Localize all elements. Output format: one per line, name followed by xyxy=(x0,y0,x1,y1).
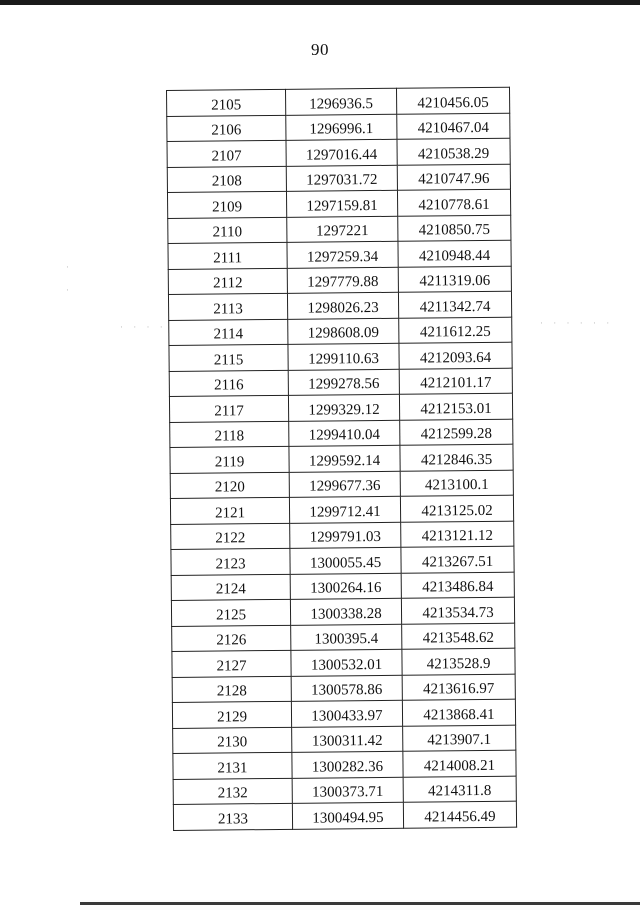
table-row xyxy=(167,138,510,167)
x-coordinate-cell: 1300264.16 xyxy=(290,573,401,600)
x-coordinate-cell: 1298608.09 xyxy=(288,318,399,345)
scan-top-edge xyxy=(0,0,640,5)
y-coordinate-cell: 4214008.21 xyxy=(403,750,516,777)
x-coordinate-cell: 1299278.56 xyxy=(288,369,399,396)
x-coordinate-cell: 1299110.63 xyxy=(288,343,399,370)
x-coordinate-cell: 1299677.36 xyxy=(289,471,400,498)
y-coordinate-cell: 4212153.01 xyxy=(399,393,512,420)
y-coordinate-cell: 4213907.1 xyxy=(403,725,516,752)
point-number-cell: 2123 xyxy=(171,548,290,575)
y-coordinate-cell: 4213100.1 xyxy=(400,470,513,497)
point-number-cell: 2114 xyxy=(169,319,288,346)
scan-speck: · xyxy=(66,262,73,272)
point-number-cell: 2125 xyxy=(171,599,290,626)
y-coordinate-cell: 4213534.73 xyxy=(401,597,514,624)
y-coordinate-cell: 4213548.62 xyxy=(402,623,515,650)
point-number-cell: 2118 xyxy=(170,421,289,448)
y-coordinate-cell: 4211612.25 xyxy=(399,317,512,344)
table-row xyxy=(167,189,510,218)
y-coordinate-cell: 4211342.74 xyxy=(398,291,511,318)
point-number-cell: 2122 xyxy=(171,523,290,550)
table-row xyxy=(171,521,514,550)
y-coordinate-cell: 4210747.96 xyxy=(397,164,510,191)
table-row xyxy=(170,495,513,524)
x-coordinate-cell: 1300373.71 xyxy=(292,777,403,804)
scan-speck: · · · · · · xyxy=(540,318,614,328)
point-number-cell: 2116 xyxy=(169,370,288,397)
x-coordinate-cell: 1300433.97 xyxy=(291,700,402,727)
table-row xyxy=(173,725,516,754)
point-number-cell: 2109 xyxy=(167,191,286,218)
point-number-cell: 2129 xyxy=(172,701,291,728)
table-row xyxy=(171,572,514,601)
y-coordinate-cell: 4213616.97 xyxy=(402,674,515,701)
table-row xyxy=(169,368,512,397)
x-coordinate-cell: 1297221 xyxy=(287,216,398,243)
y-coordinate-cell: 4210948.44 xyxy=(398,240,511,267)
table-row xyxy=(168,240,511,269)
point-number-cell: 2131 xyxy=(173,752,292,779)
point-number-cell: 2130 xyxy=(173,727,292,754)
point-number-cell: 2119 xyxy=(170,446,289,473)
x-coordinate-cell: 1300532.01 xyxy=(291,649,402,676)
table-row xyxy=(168,215,511,244)
point-number-cell: 2113 xyxy=(168,293,287,320)
x-coordinate-cell: 1300055.45 xyxy=(290,547,401,574)
point-number-cell: 2108 xyxy=(167,166,286,193)
y-coordinate-cell: 4212846.35 xyxy=(400,444,513,471)
table-row xyxy=(168,266,511,295)
x-coordinate-cell: 1300494.95 xyxy=(292,802,403,829)
y-coordinate-cell: 4212599.28 xyxy=(400,419,513,446)
point-number-cell: 2121 xyxy=(170,497,289,524)
x-coordinate-cell: 1296996.1 xyxy=(286,114,397,141)
x-coordinate-cell: 1297259.34 xyxy=(287,241,398,268)
y-coordinate-cell: 4213486.84 xyxy=(401,572,514,599)
table-row xyxy=(173,750,516,779)
point-number-cell: 2128 xyxy=(172,676,291,703)
y-coordinate-cell: 4214456.49 xyxy=(403,801,516,828)
table-row xyxy=(173,776,516,805)
coordinates-table xyxy=(166,87,517,831)
y-coordinate-cell: 4213125.02 xyxy=(400,495,513,522)
y-coordinate-cell: 4210538.29 xyxy=(397,138,510,165)
y-coordinate-cell: 4213267.51 xyxy=(401,546,514,573)
table-row xyxy=(168,291,511,320)
x-coordinate-cell: 1299329.12 xyxy=(288,394,399,421)
y-coordinate-cell: 4210778.61 xyxy=(397,189,510,216)
table-row xyxy=(167,87,510,116)
point-number-cell: 2117 xyxy=(169,395,288,422)
x-coordinate-cell: 1299410.04 xyxy=(289,420,400,447)
x-coordinate-cell: 1296936.5 xyxy=(285,88,396,115)
y-coordinate-cell: 4210467.04 xyxy=(397,113,510,140)
point-number-cell: 2127 xyxy=(172,650,291,677)
table-row xyxy=(172,648,515,677)
table-row xyxy=(169,317,512,346)
x-coordinate-cell: 1298026.23 xyxy=(287,292,398,319)
point-number-cell: 2106 xyxy=(167,115,286,142)
point-number-cell: 2132 xyxy=(173,778,292,805)
table-row xyxy=(173,801,516,830)
x-coordinate-cell: 1299791.03 xyxy=(290,522,401,549)
x-coordinate-cell: 1300578.86 xyxy=(291,675,402,702)
table-row xyxy=(167,164,510,193)
table-row xyxy=(169,342,512,371)
y-coordinate-cell: 4213121.12 xyxy=(401,521,514,548)
table-row xyxy=(172,623,515,652)
y-coordinate-cell: 4211319.06 xyxy=(398,266,511,293)
y-coordinate-cell: 4210456.05 xyxy=(396,87,509,114)
scan-speck: · xyxy=(66,285,73,295)
point-number-cell: 2111 xyxy=(168,242,287,269)
y-coordinate-cell: 4213868.41 xyxy=(402,699,515,726)
x-coordinate-cell: 1297779.88 xyxy=(287,267,398,294)
point-number-cell: 2107 xyxy=(167,140,286,167)
x-coordinate-cell: 1299712.41 xyxy=(289,496,400,523)
table-row xyxy=(172,699,515,728)
x-coordinate-cell: 1300338.28 xyxy=(290,598,401,625)
y-coordinate-cell: 4214311.8 xyxy=(403,776,516,803)
y-coordinate-cell: 4212101.17 xyxy=(399,368,512,395)
table-row xyxy=(172,674,515,703)
point-number-cell: 2110 xyxy=(168,217,287,244)
x-coordinate-cell: 1297159.81 xyxy=(286,190,397,217)
table-row xyxy=(170,444,513,473)
table-row xyxy=(167,113,510,142)
point-number-cell: 2112 xyxy=(168,268,287,295)
x-coordinate-cell: 1300311.42 xyxy=(292,726,403,753)
x-coordinate-cell: 1297016.44 xyxy=(286,139,397,166)
coordinates-table-body xyxy=(167,87,517,830)
point-number-cell: 2133 xyxy=(173,803,292,830)
point-number-cell: 2105 xyxy=(167,89,286,116)
scan-speck: · · · · xyxy=(120,322,167,332)
point-number-cell: 2126 xyxy=(172,625,291,652)
table-row xyxy=(170,419,513,448)
point-number-cell: 2120 xyxy=(170,472,289,499)
x-coordinate-cell: 1300282.36 xyxy=(292,751,403,778)
x-coordinate-cell: 1297031.72 xyxy=(286,165,397,192)
page-number: 90 xyxy=(311,40,329,59)
x-coordinate-cell: 1300395.4 xyxy=(291,624,402,651)
point-number-cell: 2115 xyxy=(169,344,288,371)
table-row xyxy=(171,546,514,575)
table-row xyxy=(169,393,512,422)
y-coordinate-cell: 4212093.64 xyxy=(399,342,512,369)
y-coordinate-cell: 4213528.9 xyxy=(402,648,515,675)
y-coordinate-cell: 4210850.75 xyxy=(398,215,511,242)
table-row xyxy=(170,470,513,499)
table-row xyxy=(171,597,514,626)
point-number-cell: 2124 xyxy=(171,574,290,601)
x-coordinate-cell: 1299592.14 xyxy=(289,445,400,472)
